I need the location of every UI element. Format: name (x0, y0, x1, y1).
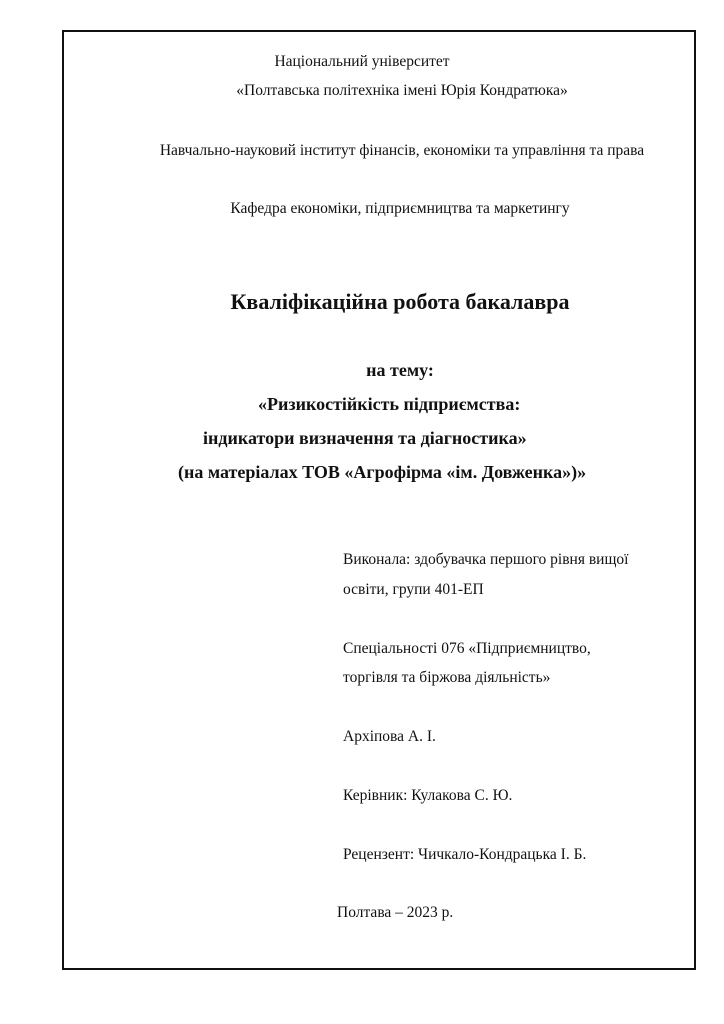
topic-label: на тему: (366, 360, 434, 380)
work-type-title: Кваліфікаційна робота бакалавра (230, 289, 570, 314)
university-name-line2: «Полтавська політехніка імені Юрія Кондратюка» (236, 82, 568, 99)
supervisor: Керівник: Кулакова С. Ю. (343, 787, 513, 804)
performed-by-line1: Виконала: здобувачка першого рівня вищої (343, 551, 629, 568)
specialty-line2: торгівля та біржова діяльність» (343, 669, 551, 686)
performed-by-line2: освіти, групи 401-ЕП (343, 581, 484, 598)
topic-line1: «Ризикостійкість підприємства: (258, 394, 521, 414)
page-border-frame (62, 30, 696, 970)
topic-line3: (на матеріалах ТОВ «Агрофірма «ім. Довженка»)» (178, 462, 587, 482)
institute-name: Навчально-науковий інститут фінансів, економіки та управління та права (159, 142, 645, 159)
specialty-line1: Спеціальності 076 «Підприємництво, (343, 640, 591, 657)
reviewer: Рецензент: Чичкало-Кондрацька І. Б. (343, 846, 587, 863)
university-name-line1: Національний університет (274, 53, 450, 70)
author-name: Архіпова А. І. (343, 728, 436, 745)
topic-line2: індикатори визначення та діагностика» (203, 428, 527, 448)
department-name: Кафедра економіки, підприємництва та маркетингу (230, 200, 570, 217)
city-year: Полтава – 2023 р. (337, 904, 454, 921)
